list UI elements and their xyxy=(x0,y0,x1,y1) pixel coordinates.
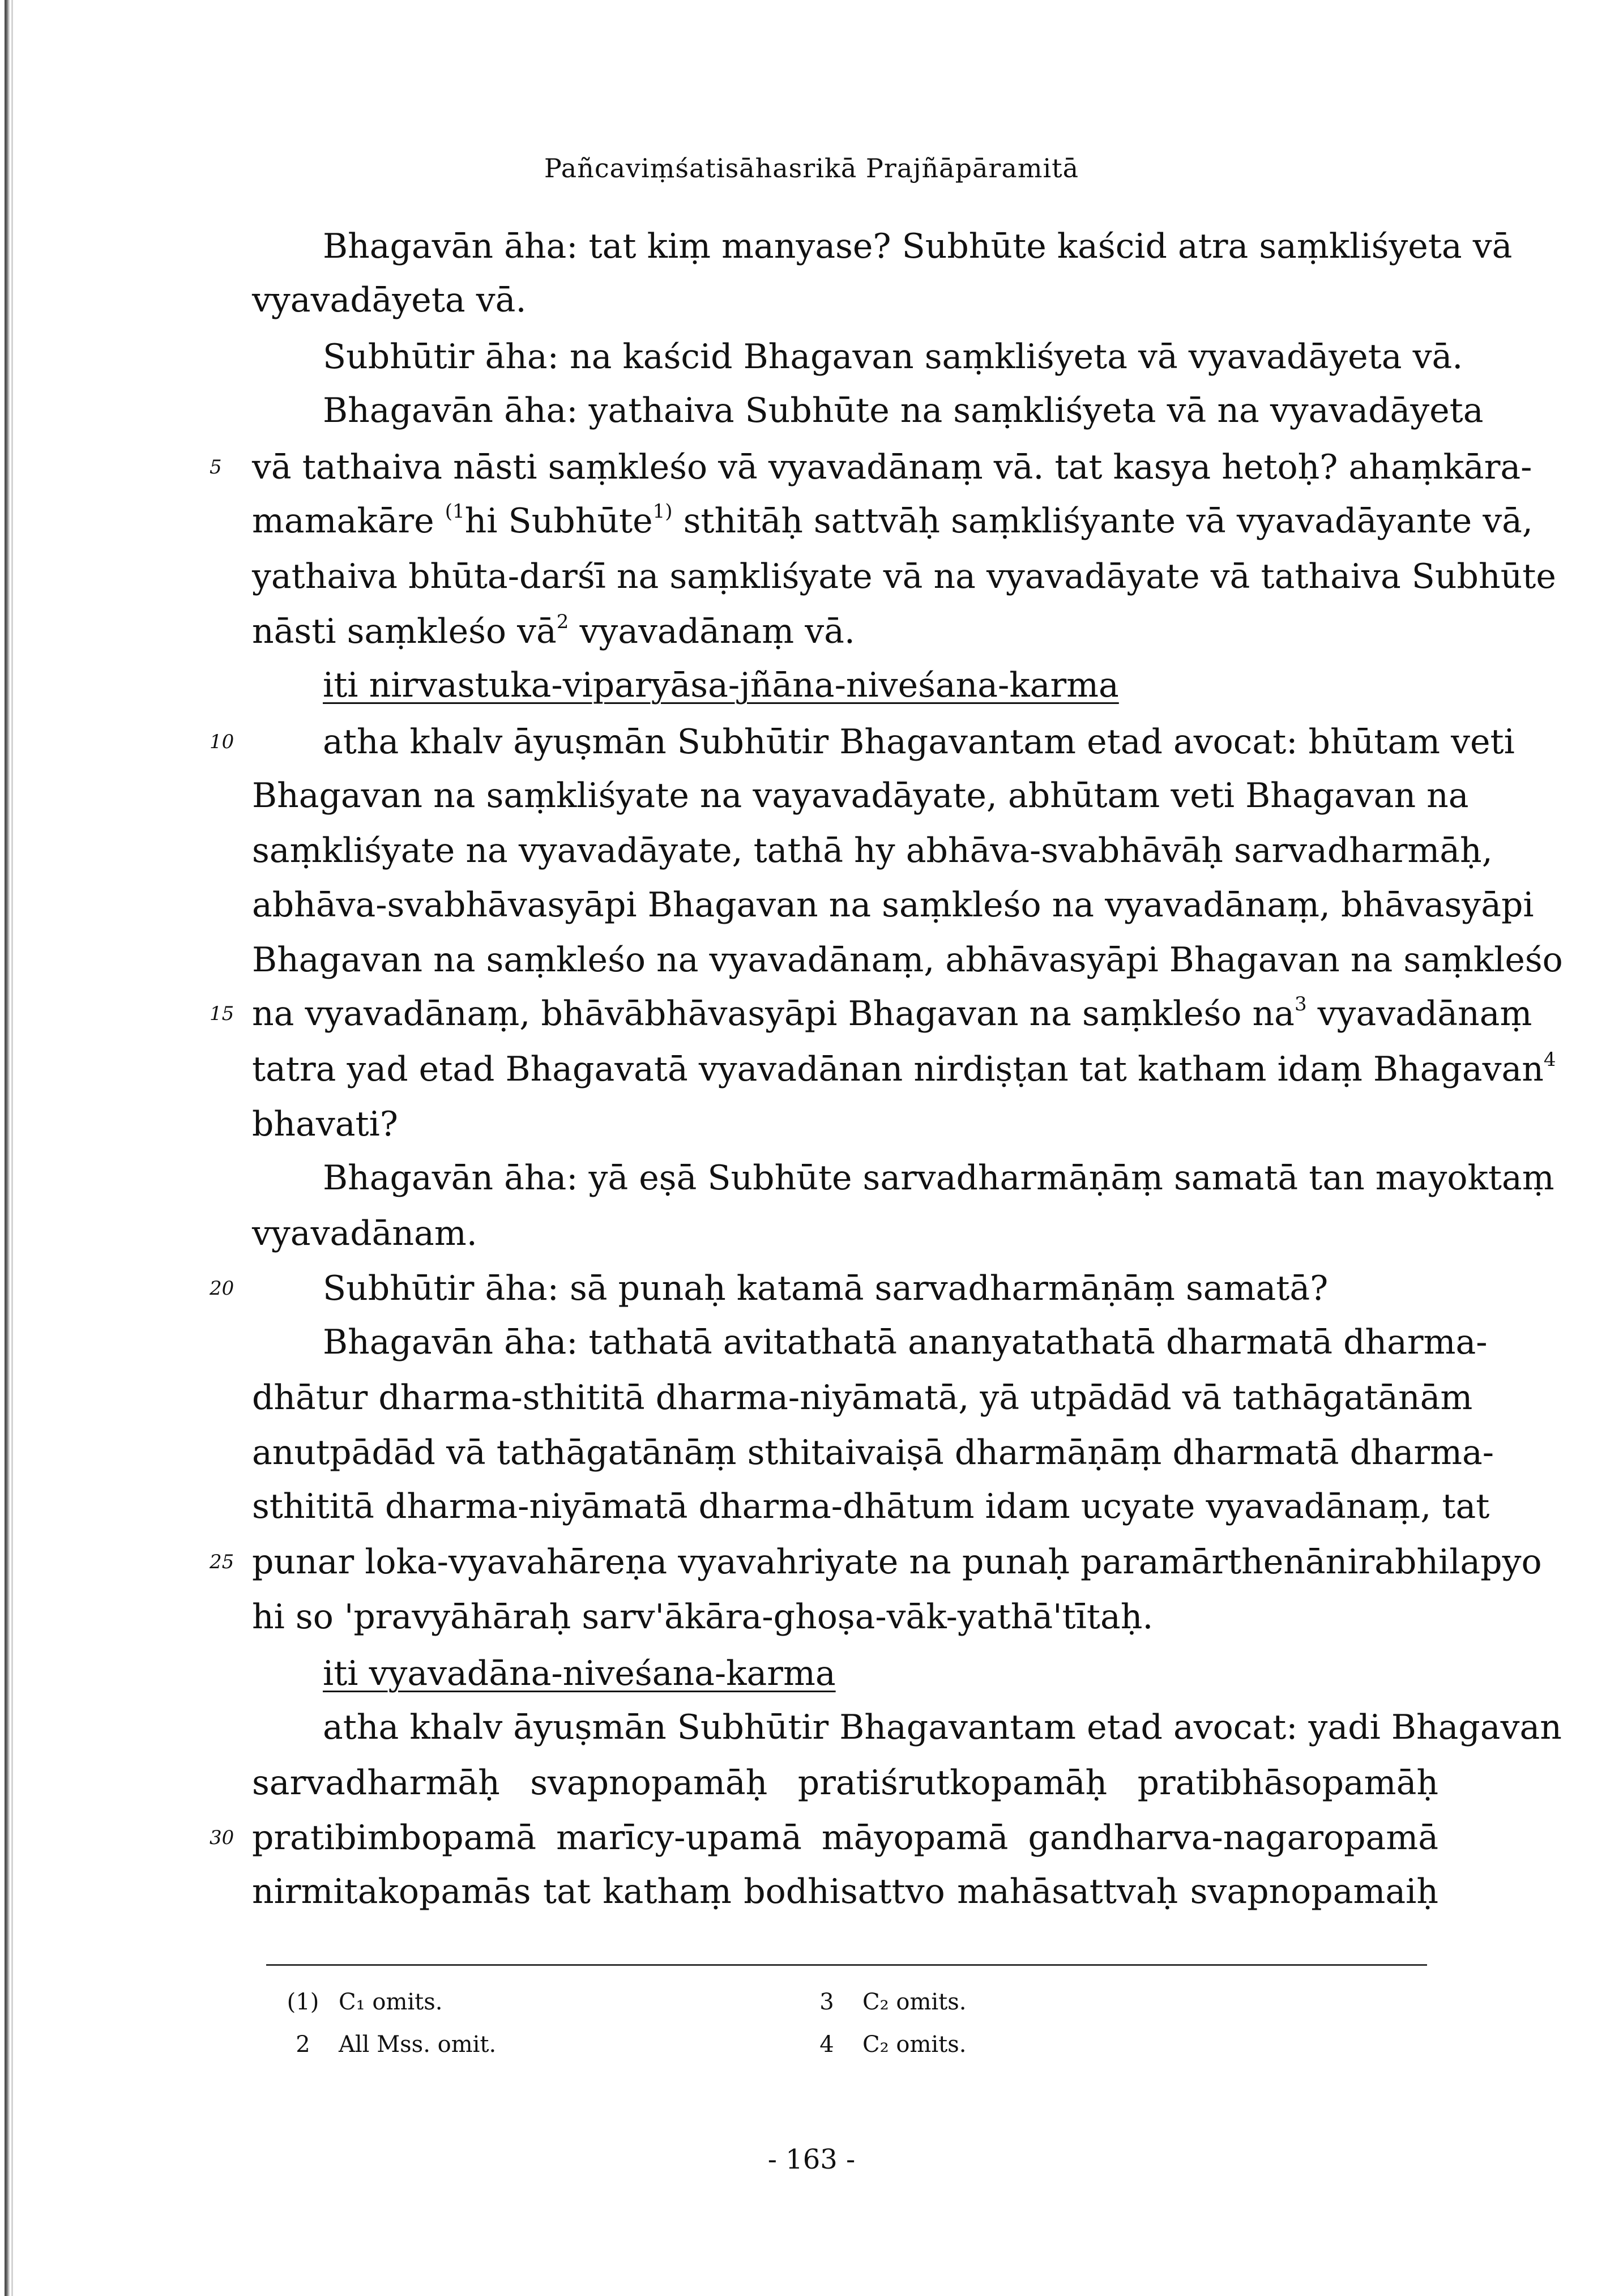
text-line: vyavadānam. xyxy=(252,1214,477,1253)
text-line: abhāva-svabhāvasyāpi Bhagavan na saṃkleśo na vyavadānaṃ, bhāvasyāpi xyxy=(252,885,1534,925)
text-line: tatra yad etad Bhagavatā vyavadānan nirdiṣṭan tat katham idaṃ Bhagavan$^4$ xyxy=(252,1048,1556,1089)
text-line: hi so 'pravyāhāraḥ sarv'ākāra-ghoṣa-vāk-yathā'tītaḥ. xyxy=(252,1597,1154,1637)
scan-edge xyxy=(5,0,10,2296)
text-line: atha khalv āyuṣmān Subhūtir Bhagavantam etad avocat: bhūtam veti xyxy=(323,722,1515,762)
footnote: (1) C₁ omits. xyxy=(287,1989,443,2015)
text-line: sarvadharmāḥ svapnopamāḥ pratiśrutkopamāḥ pratibhāsopamāḥ xyxy=(252,1763,1438,1803)
line-number: 5 xyxy=(210,456,222,479)
text-line: Subhūtir āha: na kaścid Bhagavan saṃkliśyeta vā vyavadāyeta vā. xyxy=(323,337,1463,377)
text-line: sthititā dharma-niyāmatā dharma-dhātum idam ucyate vyavadānaṃ, tat xyxy=(252,1487,1490,1526)
text-line: vā tathaiva nāsti saṃkleśo vā vyavadānaṃ vā. tat kasya hetoḥ? ahaṃkāra- xyxy=(252,447,1532,487)
footnote: 2 All Mss. omit. xyxy=(296,2032,497,2058)
text-line: Bhagavān āha: yā eṣā Subhūte sarvadharmāṇāṃ samatā tan mayoktaṃ xyxy=(323,1158,1554,1198)
footnote: 4 C₂ omits. xyxy=(819,2032,967,2058)
section-heading: iti nirvastuka-viparyāsa-jñāna-niveśana-karma xyxy=(323,665,1119,705)
text-line: Bhagavān āha: tat kiṃ manyase? Subhūte kaścid atra saṃkliśyeta vā xyxy=(323,227,1513,266)
text-line: pratibimbopamā marīcy-upamā māyopamā gandharva-nagaropamā xyxy=(252,1818,1438,1858)
text-line: Subhūtir āha: sā punaḥ katamā sarvadharmāṇāṃ samatā? xyxy=(323,1269,1329,1308)
text-line: atha khalv āyuṣmān Subhūtir Bhagavantam etad avocat: yadi Bhagavan xyxy=(323,1708,1562,1747)
page-number: - 163 - xyxy=(767,2144,856,2175)
text-line: vyavadāyeta vā. xyxy=(252,280,527,320)
section-heading: iti vyavadāna-niveśana-karma xyxy=(323,1654,836,1693)
text-line: anutpādād vā tathāgatānāṃ sthitaivaiṣā dharmāṇāṃ dharmatā dharma- xyxy=(252,1433,1494,1473)
line-number: 30 xyxy=(210,1826,234,1849)
scan-edge-shadow xyxy=(11,0,13,2296)
text-line: punar loka-vyavahāreṇa vyavahriyate na punaḥ paramārthenānirabhilapyo xyxy=(252,1542,1542,1582)
text-line: dhātur dharma-sthititā dharma-niyāmatā, yā utpādād vā tathāgatānām xyxy=(252,1378,1473,1418)
line-number: 10 xyxy=(210,731,234,753)
line-number: 20 xyxy=(210,1277,234,1300)
running-head: Pañcaviṃśatisāhasrikā Prajñāpāramitā xyxy=(544,153,1079,183)
line-number: 25 xyxy=(210,1551,234,1573)
text-line: mamakāre $^{(1}$hi Subhūte$^{1)}$ sthitāḥ sattvāḥ saṃkliśyante vā vyavadāyante vā, xyxy=(252,500,1533,541)
text-line: nirmitakopamās tat kathaṃ bodhisattvo mahāsattvaḥ svapnopamaiḥ xyxy=(252,1872,1438,1911)
footnote-rule xyxy=(266,1964,1427,1966)
text-line: na vyavadānaṃ, bhāvābhāvasyāpi Bhagavan na saṃkleśo $na^3$ vyavadānaṃ xyxy=(252,993,1532,1034)
text-line: Bhagavan na saṃkleśo na vyavadānaṃ, abhāvasyāpi Bhagavan na saṃkleśo xyxy=(252,940,1563,980)
text-line: nāsti saṃkleśo $vā^2$ vyavadānaṃ vā. xyxy=(252,611,855,651)
text-line: bhavati? xyxy=(252,1104,398,1144)
text-line: Bhagavan na saṃkliśyate na vayavadāyate, abhūtam veti Bhagavan na xyxy=(252,776,1469,816)
line-number: 15 xyxy=(210,1002,234,1025)
text-line: yathaiva bhūta-darśī na saṃkliśyate vā na vyavadāyate vā tathaiva Subhūte xyxy=(252,557,1556,596)
footnote: 3 C₂ omits. xyxy=(819,1989,967,2015)
text-line: Bhagavān āha: yathaiva Subhūte na saṃkliśyeta vā na vyavadāyeta xyxy=(323,391,1484,430)
text-line: saṃkliśyate na vyavadāyate, tathā hy abhāva-svabhāvāḥ sarvadharmāḥ, xyxy=(252,831,1493,870)
text-line: Bhagavān āha: tathatā avitathatā ananyatathatā dharmatā dharma- xyxy=(323,1322,1488,1362)
